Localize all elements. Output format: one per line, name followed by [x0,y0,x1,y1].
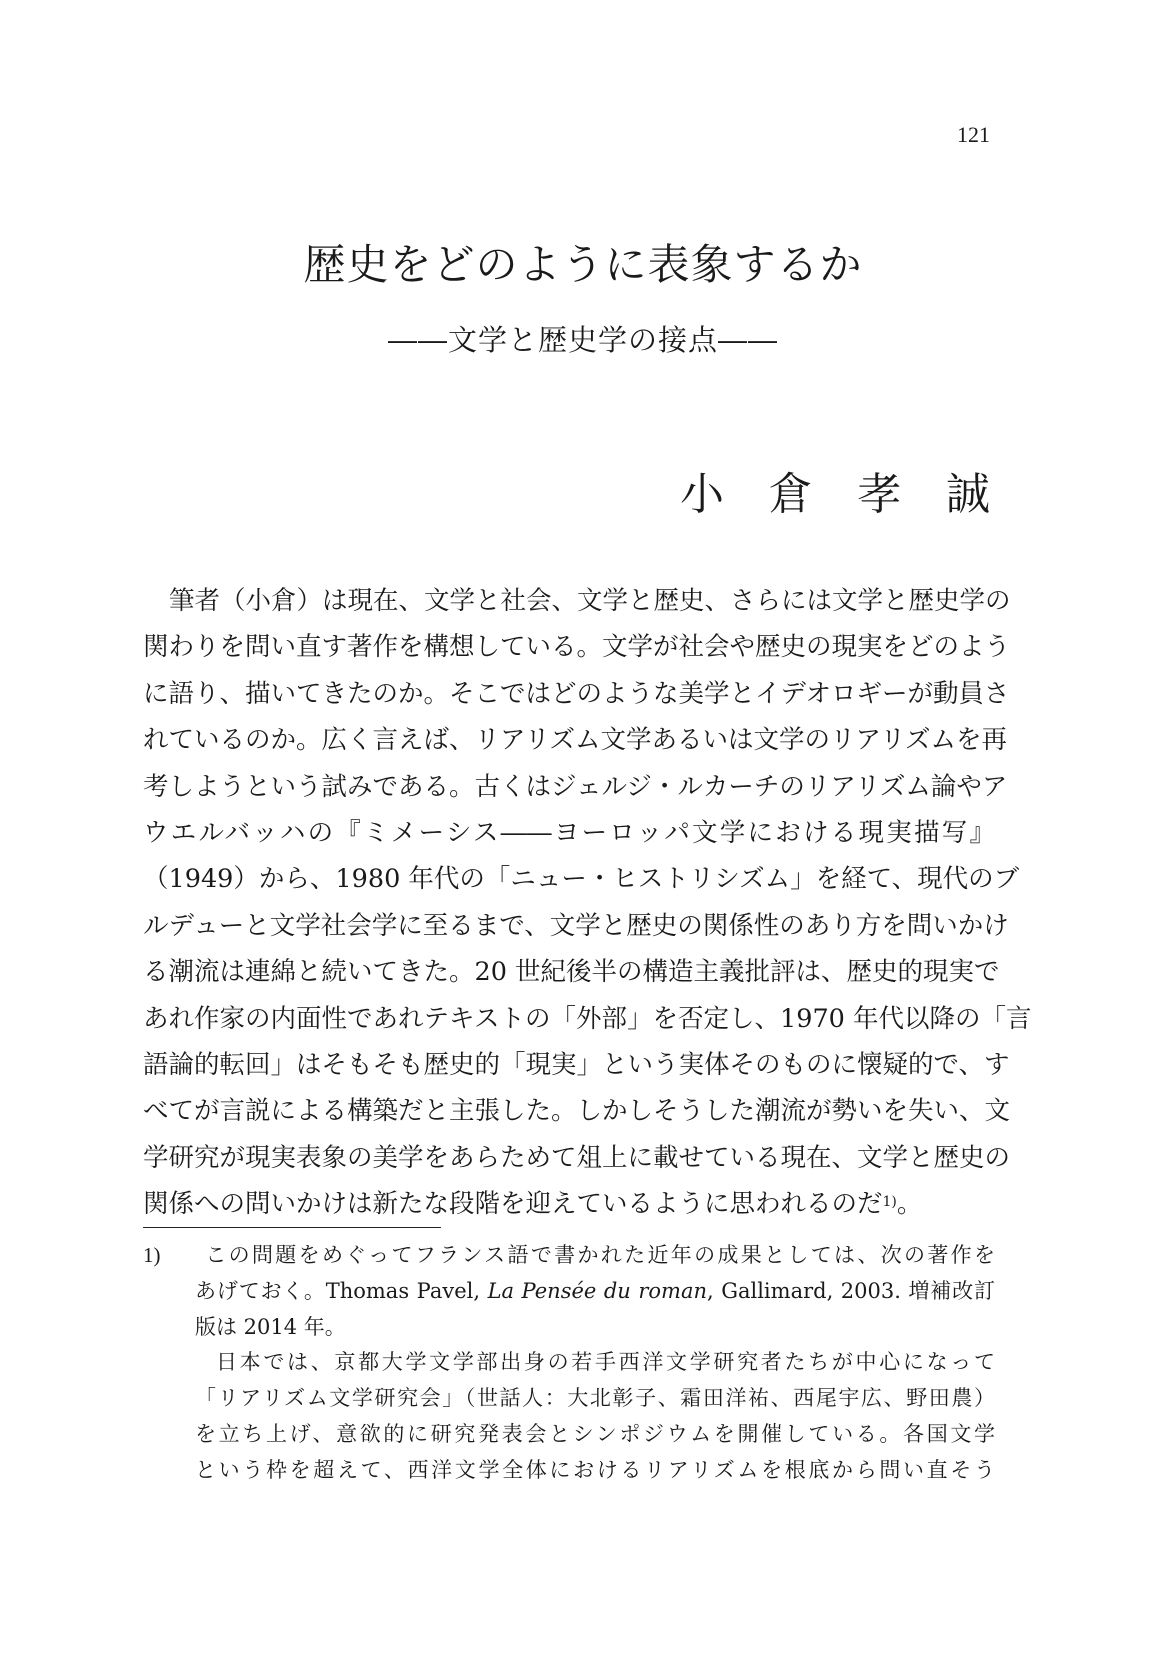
body-line: ウエルバッハの『ミメーシス――ヨーロッパ文学における現実描写』 [143,818,995,849]
author-char: 孝 [857,469,902,520]
footnote-ref[interactable]: 1) [882,1194,897,1211]
book-title: La Pensée du roman [487,1278,707,1303]
body-last-text: 関係への問いかけは新たな段階を迎えているように思われるのだ [143,1189,883,1220]
body-line-last [143,1181,995,1227]
body-last-end: 。 [896,1189,923,1220]
author-char: 倉 [768,469,813,520]
body-line: 考しようという試みである。古くはジェルジ・ルカーチのリアリズム論やア [143,771,1008,802]
body-line: 語論的転回」はそもそも歴史的「現実」という実体そのものに懐疑的で、す [143,1050,1010,1081]
footnote-divider [143,1227,441,1228]
footnote-line: という枠を超えて、西洋文学全体におけるリアリズムを根底から問い直そう [195,1457,995,1482]
body-line: る潮流は連綿と続いてきた。20 世紀後半の構造主義批評は、歴史的現実で [143,957,1000,988]
body-line: 関わりを問い直す著作を構想している。文学が社会や歴史の現実をどのよう [143,632,1011,663]
footnote-number: 1) [143,1243,161,1267]
article-subtitle: ――文学と歴史学の接点―― [387,323,778,357]
body-line: に語り、描いてきたのか。そこではどのような美学とイデオロギーが動員さ [143,678,1010,709]
footnote-line [143,1238,995,1274]
author-name [680,458,990,522]
footnote-text: この問題をめぐってフランス語で書かれた近年の成果としては、次の著作を [203,1243,995,1267]
body-paragraph [143,578,1032,1228]
body-line: （1949）から、1980 年代の「ニュー・ヒストリシズム」を経て、現代のブ [143,864,1020,895]
page-number: 121 [957,122,990,147]
footnote-line: 日本では、京都大学文学部出身の若手西洋文学研究者たちが中心になって [216,1350,995,1375]
footnote-line: を立ち上げ、意欲的に研究発表会とシンポジウムを開催している。各国文学 [195,1421,995,1446]
author-char: 小 [680,469,724,520]
body-line: 筆者（小倉）は現在、文学と社会、文学と歴史、さらには文学と歴史学の [169,586,1011,616]
footnote-text: , Gallimard, 2003. 増補改訂 [707,1278,995,1303]
author-char: 誠 [945,469,990,520]
body-line: あれ作家の内面性であれテキストの「外部」を否定し、1970 年代以降の「言 [143,1003,1032,1034]
article-title: 歴史をどのように表象するか [303,240,863,289]
body-line: ルデューと文学社会学に至るまで、文学と歴史の関係性のあり方を問いかけ [143,910,1009,941]
footnote-line: 「リアリズム文学研究会」（世話人：大北彰子、霜田洋祐、西尾宇広、野田農） [195,1386,995,1411]
body-line: れているのか。広く言えば、リアリズム文学あるいは文学のリアリズムを再 [143,725,1007,756]
body-line: 学研究が現実表象の美学をあらためて俎上に載せている現在、文学と歴史の [143,1142,1011,1173]
footnote-line: 版は 2014 年。 [195,1314,346,1339]
footnote-line [143,1274,995,1310]
footnote-text: あげておく。Thomas Pavel, [195,1278,488,1303]
footnotes [143,1238,995,1489]
body-line: べてが言説による構築だと主張した。しかしそうした潮流が勢いを失い、文 [143,1096,1011,1127]
